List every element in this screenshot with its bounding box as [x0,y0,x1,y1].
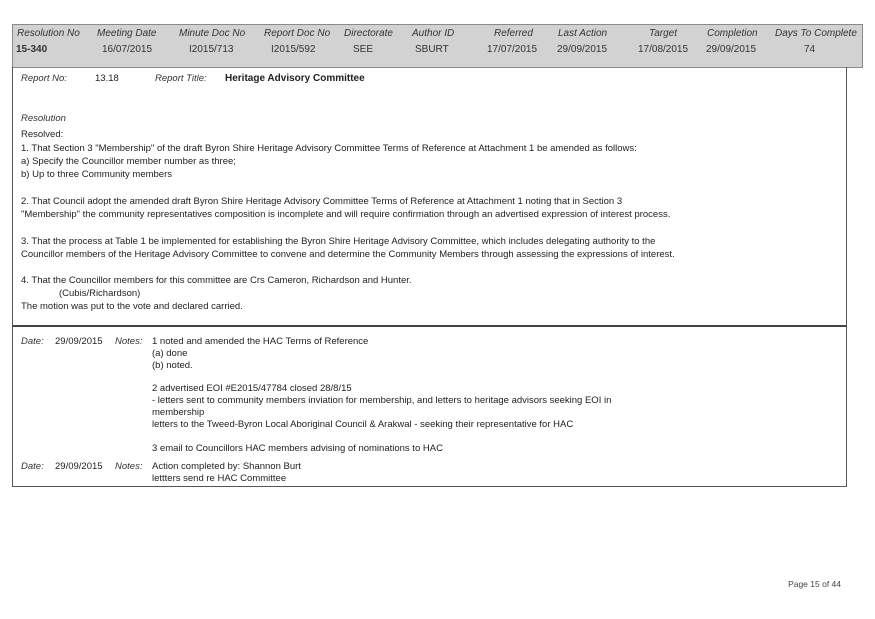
col-target: Target [649,28,677,39]
report-no-value: 13.18 [95,73,119,84]
note-line: 2 advertised EOI #E2015/47784 closed 28/8/15 [152,383,352,394]
report-title-value: Heritage Advisory Committee [225,73,365,84]
note-line: (a) done [152,348,188,359]
note-line: Action completed by: Shannon Burt [152,461,301,472]
summary-header-table [12,24,863,68]
val-minute-doc-no: I2015/713 [189,44,234,55]
note-line: lettters send re HAC Committee [152,473,287,484]
val-completion: 29/09/2015 [706,44,757,55]
resolution-line: b) Up to three Community members [21,169,172,180]
val-days-to-complete: 74 [804,44,816,55]
note-line: (b) noted. [152,360,193,371]
note-notes-label: Notes: [115,461,143,472]
col-meeting-date: Meeting Date [97,28,157,39]
note-date-label: Date: [21,336,44,347]
report-section [12,67,847,327]
col-resolution-no: Resolution No [17,28,80,39]
val-referred: 17/07/2015 [487,44,538,55]
report-no-label: Report No: [21,73,67,84]
resolution-line: 2. That Council adopt the amended draft Byron Shire Heritage Advisory Committee Terms of Reference at Attachment 1 noting that in Section 3 [21,196,623,207]
note-line: membership [152,407,205,418]
val-resolution-no: 15-340 [16,44,48,55]
resolution-mover: (Cubis/Richardson) [59,288,141,299]
resolution-line: 1. That Section 3 "Membership" of the draft Byron Shire Heritage Advisory Committee Terms of Reference at Attachment 1 be amended as follows: [21,143,637,154]
resolution-line: 3. That the process at Table 1 be implemented for establishing the Byron Shire Heritage Advisory Committee, which includes delegating authority to the [21,236,656,247]
resolution-heading: Resolution [21,113,66,124]
val-author-id: SBURT [415,44,449,55]
col-last-action: Last Action [558,28,608,39]
note-date: 29/09/2015 [55,461,103,472]
note-notes-label: Notes: [115,336,143,347]
note-line: letters to the Tweed-Byron Local Aboriginal Council & Arakwal - seeking their representative for HAC [152,419,574,430]
col-completion: Completion [707,28,758,39]
page-number: Page 15 of 44 [788,579,841,589]
col-report-doc-no: Report Doc No [264,28,331,39]
report-title-label: Report Title: [155,73,207,84]
note-date-label: Date: [21,461,44,472]
resolution-outcome: The motion was put to the vote and declared carried. [21,301,243,312]
val-directorate: SEE [353,44,374,55]
col-minute-doc-no: Minute Doc No [179,28,246,39]
resolution-line: Councillor members of the Heritage Advisory Committee to convene and determine the Community Members through assessing the expressions of interest. [21,249,675,260]
col-directorate: Directorate [344,28,393,39]
note-line: 1 noted and amended the HAC Terms of Reference [152,336,369,347]
resolution-line: Resolved: [21,129,64,140]
note-line: 3 email to Councillors HAC members advising of nominations to HAC [152,443,443,454]
action-notes-section [12,327,847,487]
col-referred: Referred [494,28,533,39]
col-author-id: Author ID [412,28,455,39]
resolution-line: "Membership" the community representatives composition is incomplete and will require confirmation through an advertised expression of interest process. [21,209,671,220]
val-last-action: 29/09/2015 [557,44,608,55]
resolution-line: 4. That the Councillor members for this committee are Crs Cameron, Richardson and Hunter. [21,275,412,286]
val-report-doc-no: I2015/592 [271,44,316,55]
val-target: 17/08/2015 [638,44,689,55]
note-date: 29/09/2015 [55,336,103,347]
note-line: - letters sent to community members inviation for membership, and letters to heritage advisors seeking EOI in [152,395,612,406]
val-meeting-date: 16/07/2015 [102,44,153,55]
resolution-line: a) Specify the Councillor member number as three; [21,156,236,167]
col-days-to-complete: Days To Complete [775,28,857,39]
